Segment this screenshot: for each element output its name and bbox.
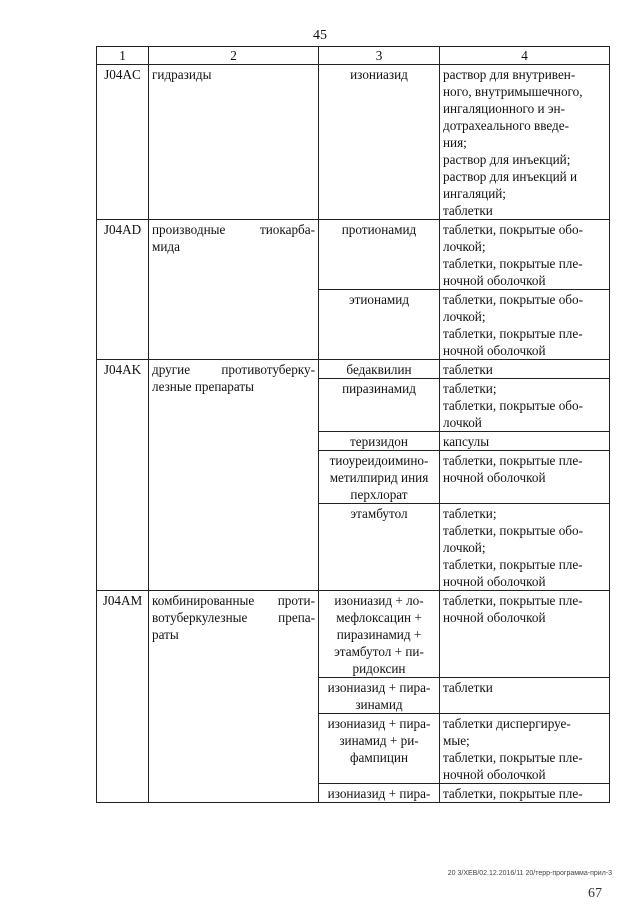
drug-name-line: перхлорат <box>350 487 408 502</box>
dosage-form-cell <box>440 360 610 379</box>
dosage-form-line: ночной оболочкой <box>443 273 546 288</box>
atc-code-cell: J04AC <box>97 65 149 220</box>
atc-code-cell: J04AK <box>97 360 149 591</box>
drug-name-cell <box>319 714 440 784</box>
dosage-form-line: таблетки, покрытые пле- <box>443 326 583 341</box>
dosage-form-line: таблетки <box>443 362 493 377</box>
dosage-form-line: лочкой; <box>443 540 486 555</box>
column-header-1: 1 <box>97 47 149 65</box>
dosage-form-line: ного, внутримышечного, <box>443 84 583 99</box>
drug-name-line: мефлоксацин + <box>336 610 422 625</box>
drug-name-line: изониазид + пира- <box>327 716 431 731</box>
dosage-form-cell <box>440 678 610 714</box>
dosage-form-line: ингаляций; <box>443 186 506 201</box>
drug-name-line: изониазид + пира- <box>327 680 431 695</box>
dosage-form-line: ночной оболочкой <box>443 343 546 358</box>
column-header-4: 4 <box>440 47 610 65</box>
group-name-cell <box>149 220 319 360</box>
dosage-form-line: таблетки, покрытые обо- <box>443 398 583 413</box>
dosage-form-line: таблетки, покрытые пле- <box>443 593 583 608</box>
atc-code-cell: J04AM <box>97 591 149 803</box>
dosage-form-cell <box>440 220 610 290</box>
drug-name-line: теризидон <box>350 434 408 449</box>
table-row <box>97 591 610 678</box>
table-row <box>97 220 610 290</box>
dosage-form-line: таблетки, покрытые пле- <box>443 453 583 468</box>
dosage-form-line: лочкой; <box>443 309 486 324</box>
drug-name-line: этамбутол <box>350 506 408 521</box>
drug-name-line: зинамид + ри- <box>339 733 419 748</box>
dosage-form-line: таблетки диспергируе- <box>443 716 571 731</box>
dosage-form-cell <box>440 504 610 591</box>
dosage-form-line: лочкой; <box>443 239 486 254</box>
drug-name-cell <box>319 379 440 432</box>
drug-name-line: фампицин <box>349 750 409 765</box>
column-header-2: 2 <box>149 47 319 65</box>
group-name-line: раты <box>152 627 179 642</box>
group-name-line: мида <box>152 239 180 254</box>
dosage-form-line: мые; <box>443 733 470 748</box>
dosage-form-cell <box>440 379 610 432</box>
dosage-form-line: таблетки <box>443 203 493 218</box>
table-body <box>97 65 610 803</box>
group-name-cell <box>149 65 319 220</box>
dosage-form-line: ния; <box>443 135 467 150</box>
dosage-form-line: раствор для инъекций; <box>443 152 571 167</box>
group-name-line: лезные препараты <box>152 379 255 394</box>
drug-name-cell <box>319 220 440 290</box>
drug-name-line: изониазид + ло- <box>334 593 424 608</box>
drug-name-line: тиоуреидоимино- <box>329 453 429 468</box>
dosage-form-line: лочкой <box>443 415 482 430</box>
group-name-line: другие противотуберку- <box>152 362 315 377</box>
dosage-form-line: ночной оболочкой <box>443 574 546 589</box>
dosage-form-line: таблетки, покрытые обо- <box>443 222 583 237</box>
drug-name-line: зинамид <box>355 697 403 712</box>
drug-name-cell <box>319 451 440 504</box>
dosage-form-line: ночной оболочкой <box>443 610 546 625</box>
drug-name-cell <box>319 290 440 360</box>
drug-name-line: ридоксин <box>352 661 406 676</box>
drug-name-cell <box>319 65 440 220</box>
drug-name-line: метилпирид иния <box>329 470 429 485</box>
group-name-cell <box>149 360 319 591</box>
column-header-3: 3 <box>319 47 440 65</box>
dosage-form-cell <box>440 591 610 678</box>
drug-name-line: протионамид <box>341 222 417 237</box>
dosage-form-line: таблетки, покрытые пле- <box>443 557 583 572</box>
atc-code-cell: J04AD <box>97 220 149 360</box>
group-name-line: комбинированные проти- <box>152 593 315 608</box>
dosage-form-cell <box>440 784 610 803</box>
dosage-form-line: таблетки, покрытые пле- <box>443 786 583 801</box>
group-name-line: производные тиокарба- <box>152 222 315 237</box>
dosage-form-line: таблетки; <box>443 381 497 396</box>
dosage-form-line: раствор для инъекций и <box>443 169 578 184</box>
drug-name-cell <box>319 678 440 714</box>
drug-name-line: пиразинамид <box>342 381 416 396</box>
group-name-line: вотуберкулезные препа- <box>152 610 315 625</box>
dosage-form-line: таблетки, покрытые обо- <box>443 523 583 538</box>
dosage-form-line: таблетки <box>443 680 493 695</box>
dosage-form-line: таблетки; <box>443 506 497 521</box>
document-footer-code: 20 3/ХЕВ/02.12.2016/11 20/терр-программа-прил-3 <box>447 870 612 877</box>
drug-classification-table <box>96 46 610 803</box>
dosage-form-line: таблетки, покрытые обо- <box>443 292 583 307</box>
group-name-cell <box>149 591 319 803</box>
dosage-form-cell <box>440 290 610 360</box>
drug-name-cell <box>319 360 440 379</box>
drug-name-cell <box>319 432 440 451</box>
table-row <box>97 360 610 379</box>
drug-name-cell <box>319 591 440 678</box>
dosage-form-line: раствор для внутривен- <box>443 67 576 82</box>
page-number: 45 <box>313 28 327 43</box>
dosage-form-line: ночной оболочкой <box>443 470 546 485</box>
drug-name-line: этамбутол + пи- <box>334 644 424 659</box>
drug-name-cell <box>319 504 440 591</box>
dosage-form-cell <box>440 432 610 451</box>
dosage-form-line: ночной оболочкой <box>443 767 546 782</box>
dosage-form-cell <box>440 714 610 784</box>
drug-name-line: изониазид <box>350 67 408 82</box>
drug-name-line: изониазид + пира- <box>327 786 431 801</box>
dosage-form-cell <box>440 451 610 504</box>
dosage-form-line: ингаляционного и эн- <box>443 101 565 116</box>
dosage-form-line: таблетки, покрытые пле- <box>443 256 583 271</box>
dosage-form-cell <box>440 65 610 220</box>
table-row <box>97 65 610 220</box>
drug-name-line: бедаквилин <box>346 362 412 377</box>
group-name-line: гидразиды <box>152 67 212 82</box>
table-header-row <box>97 47 610 65</box>
dosage-form-line: капсулы <box>443 434 490 449</box>
corner-page-number: 67 <box>588 886 602 901</box>
dosage-form-line: дотрахеального введе- <box>443 118 569 133</box>
drug-name-line: пиразинамид + <box>336 627 422 642</box>
drug-name-cell <box>319 784 440 803</box>
dosage-form-line: таблетки, покрытые пле- <box>443 750 583 765</box>
drug-name-line: этионамид <box>348 292 410 307</box>
